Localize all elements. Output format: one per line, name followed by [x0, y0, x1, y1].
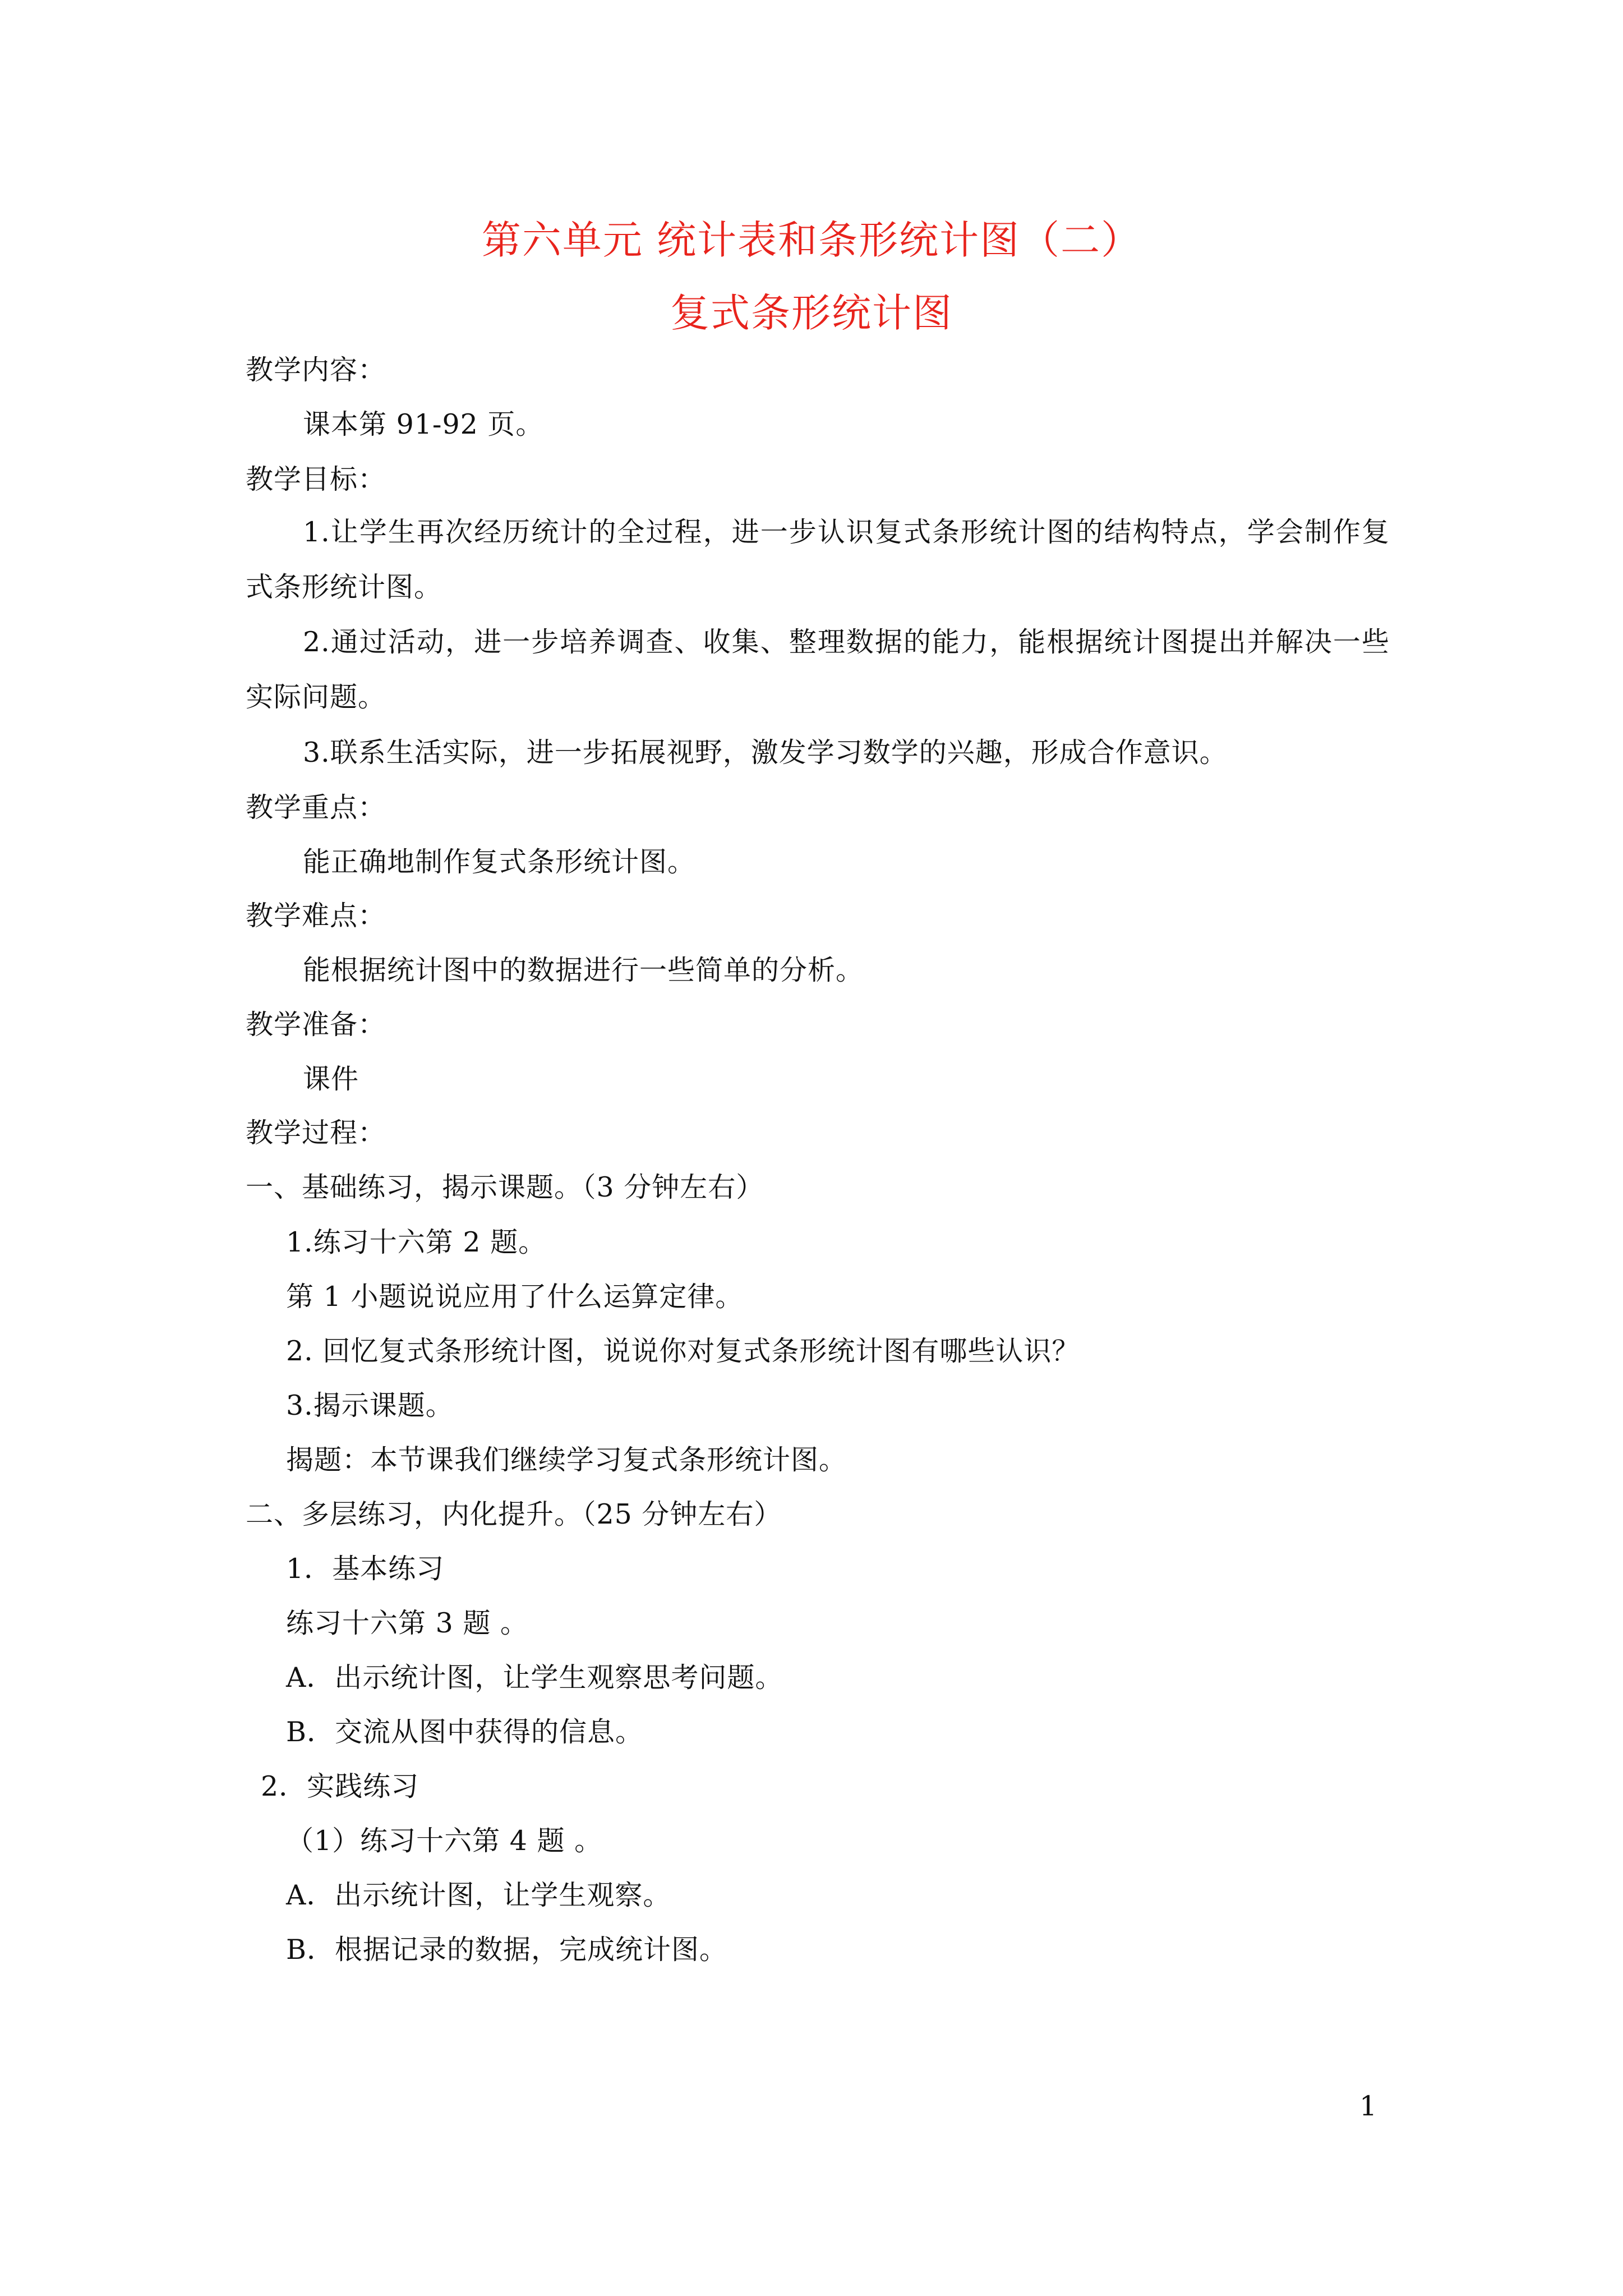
difficulty-text: 能根据统计图中的数据进行一些简单的分析。: [303, 954, 864, 986]
difficulty-heading: 教学难点：: [246, 900, 386, 932]
goal-item-1: 1.让学生再次经历统计的全过程，进一步认识复式条形统计图的结构特点，学会制作复式条形统计图。: [246, 516, 1390, 603]
document-subtitle: 复式条形统计图: [670, 290, 953, 336]
part2-item-2: 2．实践练习: [261, 1770, 419, 1802]
goals-heading: 教学目标：: [246, 463, 386, 495]
preparation-text: 课件: [303, 1063, 359, 1095]
part2-item-1: 1．基本练习: [286, 1553, 445, 1585]
part1-heading: 一、基础练习，揭示课题。（3 分钟左右）: [246, 1171, 764, 1203]
part2-item-2-a: A．出示统计图，让学生观察。: [286, 1879, 671, 1911]
goal-item-2: 2.通过活动，进一步培养调查、收集、整理数据的能力，能根据统计图提出并解决一些实际问题。: [246, 626, 1390, 713]
part2-item-1-ref: 练习十六第 3 题 。: [286, 1607, 528, 1639]
part1-item-3: 3.揭示课题。: [286, 1389, 454, 1421]
part2-item-2-ref: （1）练习十六第 4 题 。: [286, 1825, 603, 1857]
part1-item-1: 1.练习十六第 2 题。: [286, 1226, 547, 1258]
part2-item-2-b: B．根据记录的数据，完成统计图。: [286, 1934, 728, 1966]
part2-heading: 二、多层练习，内化提升。（25 分钟左右）: [246, 1498, 782, 1530]
key-points-heading: 教学重点：: [246, 792, 386, 823]
part2-item-1-b: B．交流从图中获得的信息。: [286, 1716, 644, 1748]
part2-item-1-a: A．出示统计图，让学生观察思考问题。: [286, 1662, 783, 1694]
part1-item-2: 2. 回忆复式条形统计图，说说你对复式条形统计图有哪些认识？: [286, 1335, 1080, 1367]
key-points-text: 能正确地制作复式条形统计图。: [303, 846, 696, 878]
goal-item-3: 3.联系生活实际，进一步拓展视野，激发学习数学的兴趣，形成合作意识。: [303, 737, 1228, 769]
part1-item-1-note: 第 1 小题说说应用了什么运算定律。: [286, 1281, 744, 1313]
page-number: 1: [1359, 2090, 1377, 2122]
content-heading: 教学内容：: [246, 354, 386, 386]
content-text: 课本第 91-92 页。: [303, 408, 544, 440]
document-title: 第六单元 统计表和条形统计图（二）: [481, 217, 1142, 263]
part1-item-3-note: 揭题：本节课我们继续学习复式条形统计图。: [286, 1444, 847, 1476]
preparation-heading: 教学准备：: [246, 1009, 386, 1041]
process-heading: 教学过程：: [246, 1117, 386, 1149]
